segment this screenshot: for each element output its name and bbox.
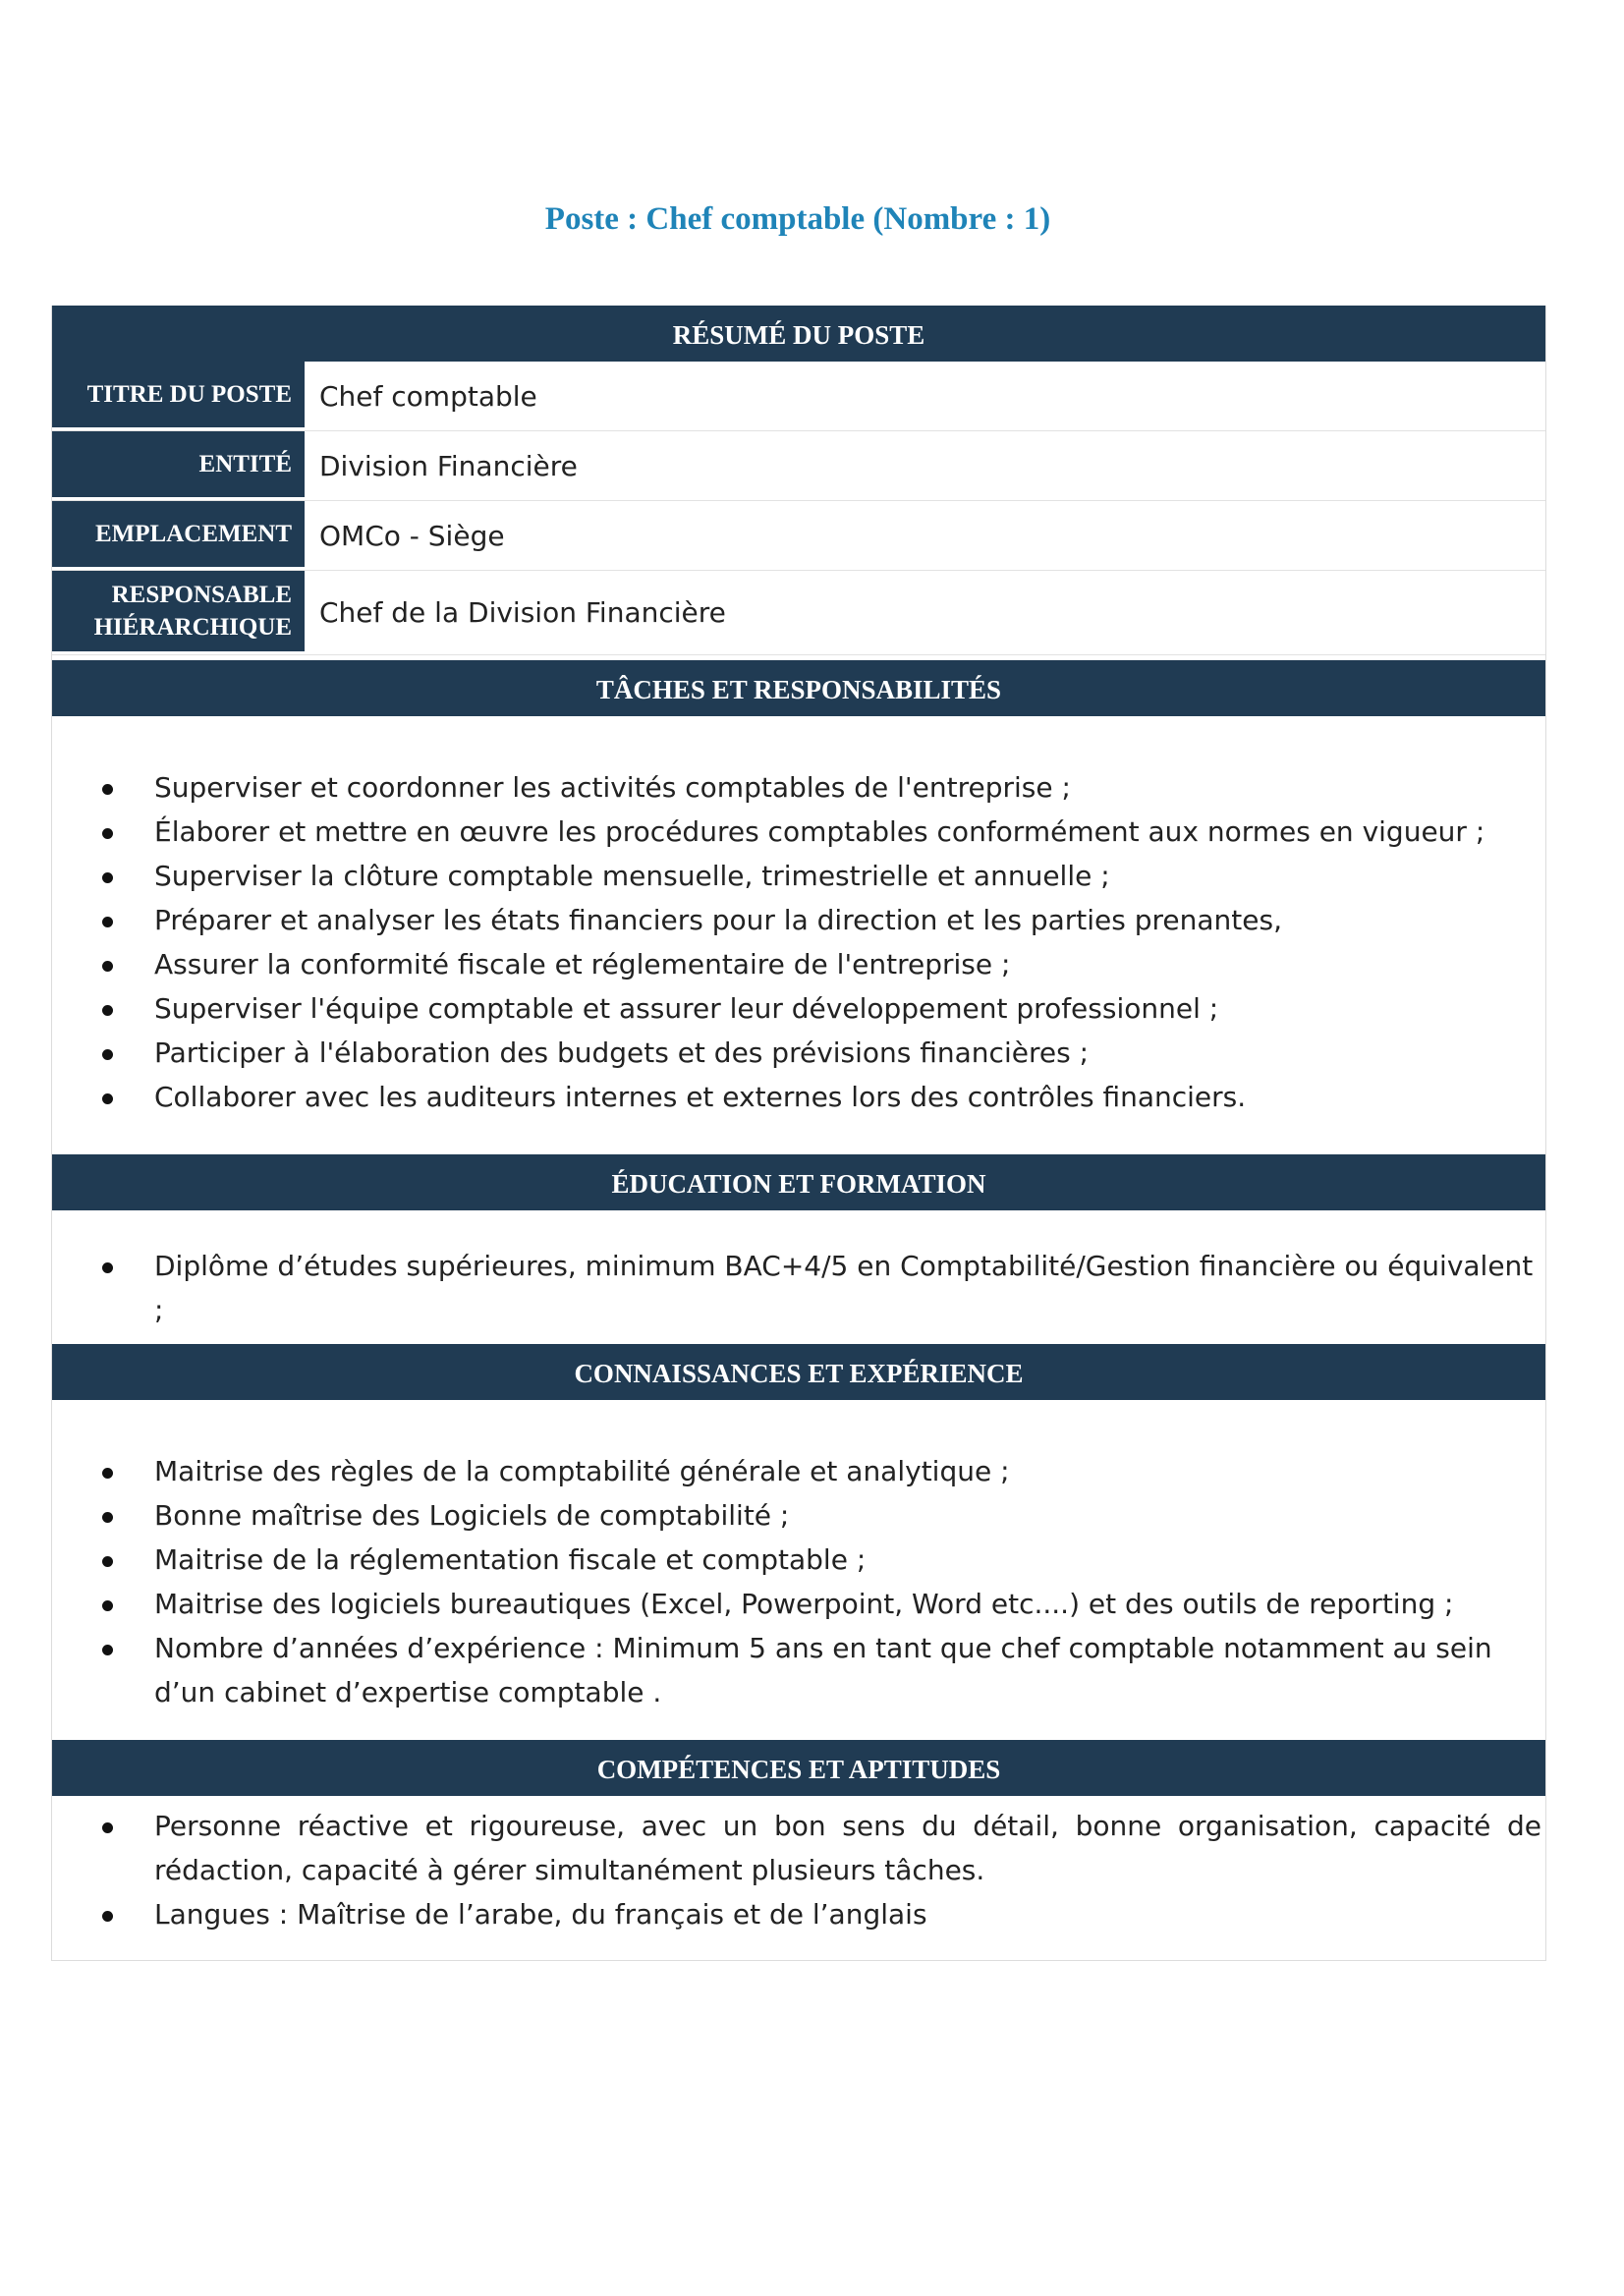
education-section <box>52 1210 1545 1344</box>
education-header: ÉDUCATION ET FORMATION <box>52 1154 1545 1210</box>
bullet-icon <box>102 1556 113 1567</box>
summary-label: EMPLACEMENT <box>52 501 305 570</box>
summary-row-entity <box>52 431 1545 501</box>
list-item: Superviser l'équipe comptable et assurer leur développement professionnel ; <box>52 986 1545 1031</box>
summary-label: TITRE DU POSTE <box>52 362 305 430</box>
bullet-icon <box>102 1093 113 1104</box>
list-item: Assurer la conformité fiscale et réglementaire de l'entreprise ; <box>52 942 1545 986</box>
bullet-icon <box>102 1911 113 1922</box>
list-item: Maitrise des logiciels bureautiques (Excel, Powerpoint, Word etc....) et des outils de reporting ; <box>52 1582 1545 1626</box>
list-item: Superviser la clôture comptable mensuelle, trimestrielle et annuelle ; <box>52 854 1545 898</box>
skills-header: COMPÉTENCES ET APTITUDES <box>52 1740 1545 1796</box>
bullet-icon <box>102 1645 113 1655</box>
list-item: Superviser et coordonner les activités comptables de l'entreprise ; <box>52 765 1545 810</box>
skills-list <box>52 1804 1545 1936</box>
bullet-icon <box>102 1005 113 1016</box>
summary-row-manager <box>52 571 1545 655</box>
knowledge-list <box>52 1449 1545 1714</box>
list-item: Personne réactive et rigoureuse, avec un bon sens du détail, bonne organisation, capacité de rédaction, capacité à gérer simultanément plusieurs tâches. <box>52 1804 1545 1892</box>
list-item: Nombre d’années d’expérience : Minimum 5 ans en tant que chef comptable notamment au sein d’un cabinet d’expertise comptable . <box>52 1626 1545 1714</box>
summary-label: ENTITÉ <box>52 431 305 500</box>
job-description-sheet <box>51 306 1546 1961</box>
summary-value: OMCo - Siège <box>319 519 505 552</box>
bullet-icon <box>102 784 113 795</box>
summary-row-title <box>52 362 1545 431</box>
list-item: Diplôme d’études supérieures, minimum BAC+4/5 en Comptabilité/Gestion financière ou équivalent ; <box>52 1244 1545 1332</box>
summary-value: Chef comptable <box>319 379 537 413</box>
bullet-icon <box>102 828 113 839</box>
bullet-icon <box>102 917 113 927</box>
bullet-icon <box>102 1262 113 1273</box>
bullet-icon <box>102 1468 113 1479</box>
page-title: Poste : Chef comptable (Nombre : 1) <box>544 201 1051 237</box>
bullet-icon <box>102 1600 113 1611</box>
tasks-header: TÂCHES ET RESPONSABILITÉS <box>52 660 1545 716</box>
list-item: Participer à l'élaboration des budgets et des prévisions financières ; <box>52 1031 1545 1075</box>
summary-row-location <box>52 501 1545 571</box>
summary-value: Division Financière <box>319 449 578 482</box>
list-item: Maitrise de la réglementation fiscale et comptable ; <box>52 1538 1545 1582</box>
bullet-icon <box>102 1049 113 1060</box>
education-list <box>52 1244 1545 1332</box>
knowledge-header: CONNAISSANCES ET EXPÉRIENCE <box>52 1344 1545 1400</box>
list-item: Préparer et analyser les états financiers pour la direction et les parties prenantes, <box>52 898 1545 942</box>
summary-value: Chef de la Division Financière <box>319 596 726 629</box>
tasks-list <box>52 765 1545 1119</box>
bullet-icon <box>102 1822 113 1833</box>
list-item: Bonne maîtrise des Logiciels de comptabilité ; <box>52 1493 1545 1538</box>
tasks-section <box>52 716 1545 1154</box>
list-item: Langues : Maîtrise de l’arabe, du français et de l’anglais <box>52 1892 1545 1936</box>
list-item: Collaborer avec les auditeurs internes et externes lors des contrôles financiers. <box>52 1075 1545 1119</box>
summary-table <box>52 362 1545 655</box>
knowledge-section <box>52 1400 1545 1740</box>
bullet-icon <box>102 872 113 883</box>
list-item: Élaborer et mettre en œuvre les procédures comptables conformément aux normes en vigueur ; <box>52 810 1545 854</box>
bullet-icon <box>102 961 113 972</box>
bullet-icon <box>102 1512 113 1523</box>
summary-label: RESPONSABLE HIÉRARCHIQUE <box>52 571 305 654</box>
summary-header: RÉSUMÉ DU POSTE <box>52 306 1545 362</box>
list-item: Maitrise des règles de la comptabilité générale et analytique ; <box>52 1449 1545 1493</box>
skills-section <box>52 1796 1545 1960</box>
